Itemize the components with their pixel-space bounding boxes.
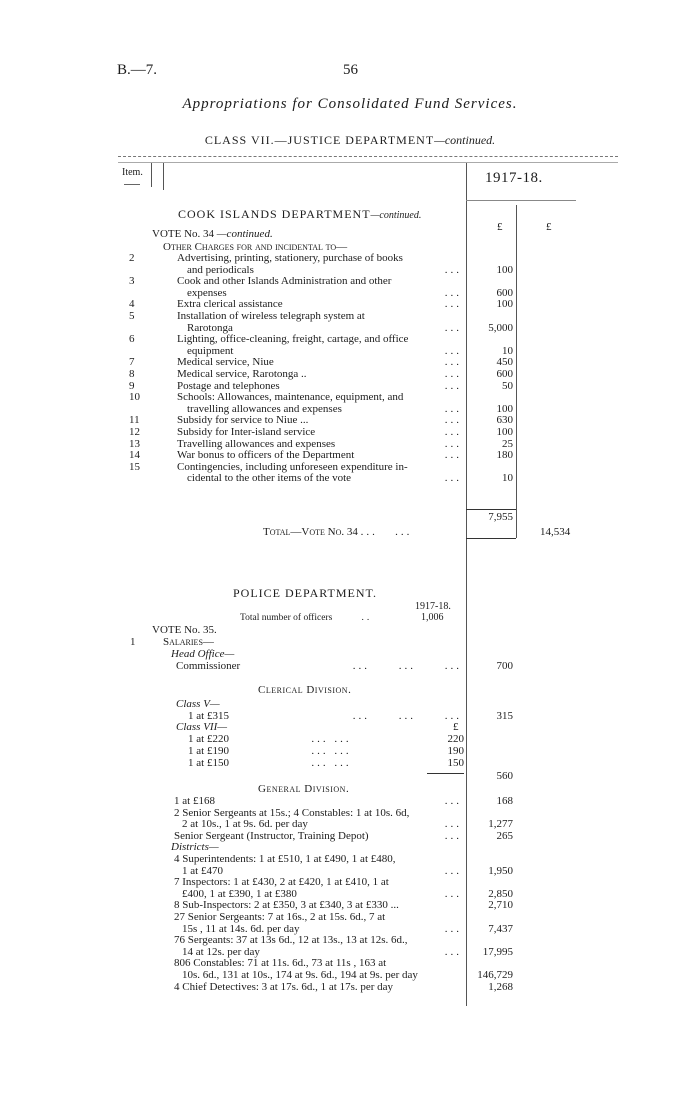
pound-column-2: £	[546, 221, 552, 233]
commissioner-label: Commissioner	[176, 660, 241, 672]
leader-dots: ...	[444, 864, 462, 877]
item-number: 7	[129, 356, 135, 369]
item-description: Cook and other Islands Administration and other	[177, 275, 392, 288]
class-heading-text: CLASS VII.—JUSTICE DEPARTMENT	[204, 133, 435, 147]
salary-description-line	[174, 796, 462, 808]
item-description-text: Rarotonga	[187, 321, 233, 334]
salary-description-text: 14 at 12s. per day	[182, 945, 260, 958]
item-description: Contingencies, including unforeseen expenditure in-	[177, 460, 408, 473]
vote-34-label	[152, 228, 273, 240]
item-number: 8	[129, 367, 135, 380]
leader-dots: ...	[444, 414, 462, 427]
salary-description: 7 Inspectors: 1 at £430, 2 at £420, 1 at £410, 1 at	[174, 876, 389, 889]
page-title: Appropriations for Consolidated Fund Services.	[182, 96, 518, 112]
head-office-heading: Head Office—	[171, 648, 235, 660]
cook-item-row	[122, 392, 516, 404]
item-number: 10	[129, 391, 140, 404]
salary-description-text: 8 Sub-Inspectors: 2 at £350, 3 at £340, 3 at £330 ...	[174, 899, 399, 912]
vote-34-text: VOTE No. 34	[152, 228, 215, 240]
leader-dots: ...	[444, 437, 462, 450]
header-rule-2	[118, 162, 618, 163]
leader-dots: ...	[444, 321, 462, 334]
item-description-text: Travelling allowances and expenses	[177, 437, 336, 450]
salary-description: 4 Superintendents: 1 at £510, 1 at £490, 1 at £480,	[174, 853, 396, 865]
vote-35-label: VOTE No. 35.	[152, 624, 217, 636]
page-number: 56	[343, 62, 358, 78]
year-column-header: 1917-18.	[485, 170, 543, 186]
item-description: Installation of wireless telegraph system at	[177, 309, 365, 322]
item-column-rule	[151, 163, 152, 187]
total-column-rule	[516, 205, 517, 538]
commissioner-row: Commissioner ... ... ...	[176, 660, 462, 672]
districts-table	[170, 854, 516, 993]
leader-dots: ...	[444, 945, 462, 958]
vote-34-total: 14,534	[540, 526, 571, 538]
item-number: 9	[129, 379, 135, 392]
item-amount	[462, 392, 516, 404]
item-number: 2	[129, 252, 135, 264]
vote-34-continued: —continued.	[216, 228, 273, 240]
salary-description-text: Senior Sergeant (Instructor, Training Depot)	[174, 829, 369, 842]
class-vii-row	[188, 745, 464, 757]
leader-dots: ...	[444, 795, 462, 807]
leader-dots: ...	[444, 449, 462, 462]
item-amount	[462, 311, 516, 323]
item-amount: 180	[496, 449, 513, 462]
leader-dots: ...	[444, 425, 462, 438]
salary-description-line	[182, 970, 462, 982]
leader-dots: ...	[444, 829, 462, 842]
cook-title-continued: —continued.	[370, 210, 422, 221]
cook-item-row	[122, 334, 516, 346]
pound-column-1: £	[497, 221, 503, 233]
leader-dots: ...	[444, 379, 462, 392]
item-number: 12	[129, 425, 140, 438]
item-description: Lighting, office-cleaning, freight, cartage, and office	[177, 333, 409, 346]
officers-label-text: Total number of officers	[240, 613, 333, 623]
salary-description-text: 1 at £470	[182, 864, 223, 877]
item-description-text: War bonus to officers of the Department	[177, 449, 355, 462]
salary-amount: 7,437	[488, 922, 513, 935]
item-description-text: Postage and telephones	[177, 379, 280, 392]
item-description-text: cidental to the other items of the vote	[187, 472, 352, 485]
commissioner-amount: 700	[496, 660, 513, 672]
salary-description-text: 1 at £168	[174, 795, 215, 807]
item-amount	[462, 253, 516, 265]
leader-dots: ...	[444, 286, 462, 299]
class-vii-amount: 150	[447, 757, 464, 769]
salary-description: 2 Senior Sergeants at 15s.; 4 Constables: 1 at 10s. 6d,	[174, 806, 410, 819]
class-vii-label: 1 at £190	[188, 745, 229, 757]
class-vii-amount: 220	[447, 733, 464, 745]
item-amount: 25	[502, 437, 513, 450]
item-amount: 100	[496, 298, 513, 311]
clerical-division-heading: Clerical Division.	[258, 684, 352, 696]
leader-dots: ...	[444, 298, 462, 311]
item-amount: 5,000	[488, 321, 513, 334]
salary-amount: 1,277	[488, 818, 513, 831]
item-amount: 450	[496, 356, 513, 369]
salary-amount: 1,268	[488, 980, 513, 993]
cook-item-row	[122, 369, 516, 381]
salary-row	[170, 970, 516, 982]
item-amount	[462, 334, 516, 346]
item-amount: 100	[496, 263, 513, 276]
salary-row	[170, 854, 516, 866]
class-v-line: 1 at £315	[188, 710, 229, 722]
class-heading	[0, 133, 700, 148]
salary-amount: 2,710	[488, 899, 513, 912]
class-vii-total: 560	[496, 770, 513, 782]
salary-description	[170, 796, 462, 808]
total-rule	[466, 538, 516, 539]
general-division-table	[170, 796, 516, 842]
item-number: 4	[129, 298, 135, 311]
item-amount: 50	[502, 379, 513, 392]
salary-description-text: 15s , 11 at 14s. 6d. per day	[182, 922, 300, 935]
cook-item-row	[122, 311, 516, 323]
item-amount: 10	[502, 472, 513, 485]
item-amount: 600	[496, 286, 513, 299]
salary-amount	[462, 935, 516, 947]
item-description	[177, 427, 462, 439]
salary-amount: 1,950	[488, 864, 513, 877]
item-description-text: travelling allowances and expenses	[187, 402, 342, 415]
item-description-line	[187, 473, 462, 485]
class-vii-rule	[427, 773, 464, 774]
salary-description	[170, 970, 462, 982]
class-vii-line	[188, 757, 464, 769]
salary-row	[170, 935, 516, 947]
vote-34-total-label: Total—Vote No. 34 ... ...	[263, 526, 413, 538]
item-amount: 100	[496, 402, 513, 415]
item-amount: 10	[502, 344, 513, 357]
officers-year: 1917-18.	[415, 601, 451, 612]
desc-column-rule	[163, 163, 164, 190]
item-number: 11	[129, 414, 140, 427]
salary-description	[170, 982, 462, 994]
leader-dots: ... ...	[311, 745, 352, 757]
officers-label: Total number of officers ..	[240, 613, 373, 623]
item-description-text: and periodicals	[187, 263, 254, 276]
item-description-text: Medical service, Niue	[177, 356, 274, 369]
cook-item-row	[122, 473, 516, 485]
police-item-number: 1	[130, 636, 136, 648]
salary-description: 76 Sergeants: 37 at 13s 6d., 12 at 13s., 13 at 12s. 6d.,	[174, 934, 408, 947]
salary-description-text: 10s. 6d., 131 at 10s., 174 at 9s. 6d., 194 at 9s. per day	[182, 968, 418, 981]
class-vii-line	[188, 733, 464, 745]
page-reference: B.—7.	[117, 62, 158, 78]
vote-34-total-text: Total—Vote No. 34	[263, 526, 358, 538]
class-vii-label: 1 at £220	[188, 733, 229, 745]
class-vii-heading: Class VII—	[176, 721, 228, 733]
class-vii-line	[188, 745, 464, 757]
cook-title-text: COOK ISLANDS DEPARTMENT	[178, 207, 371, 221]
item-description-text: Medical service, Rarotonga ..	[177, 367, 307, 380]
leader-dots: ...	[444, 344, 462, 357]
salary-amount: 146,729	[477, 968, 513, 981]
leader-dots: ...	[444, 887, 462, 900]
item-description-text: Subsidy for Inter-island service	[177, 425, 316, 438]
salary-row	[170, 796, 516, 808]
cook-subtotal: 7,955	[488, 511, 513, 523]
class-vii-pound: £	[453, 721, 459, 733]
salary-row	[170, 912, 516, 924]
item-amount: 630	[496, 414, 513, 427]
item-description: Advertising, printing, stationery, purchase of books	[177, 252, 403, 264]
cook-islands-title	[178, 207, 421, 222]
salary-amount: 17,995	[482, 945, 513, 958]
class-vii-row	[188, 757, 464, 769]
salary-amount	[462, 854, 516, 866]
class-vii-label: 1 at £150	[188, 757, 229, 769]
leader-dots: ... ...	[311, 757, 352, 769]
salary-description-text: £400, 1 at £390, 1 at £380	[182, 887, 297, 900]
item-description-text: expenses	[187, 286, 227, 299]
salaries-heading: Salaries—	[163, 636, 214, 648]
cook-item-row	[122, 450, 516, 462]
item-description-line	[177, 369, 462, 381]
item-number: 6	[129, 333, 135, 346]
salary-description: 806 Constables: 71 at 11s. 6d., 73 at 11s , 163 at	[174, 957, 387, 970]
salary-description: 27 Senior Sergeants: 7 at 16s., 2 at 15s. 6d., 7 at	[174, 910, 386, 923]
item-column-header: Item.	[122, 167, 143, 178]
header-rule	[118, 156, 618, 157]
general-division-heading: General Division.	[258, 783, 350, 795]
leader-dots: ...	[444, 356, 462, 369]
leader-dots: ...	[444, 402, 462, 415]
salary-description-text: 4 Chief Detectives: 3 at 17s. 6d., 1 at 17s. per day	[174, 980, 394, 993]
item-description-line	[177, 427, 462, 439]
item-description-text: Subsidy for service to Niue ...	[177, 414, 309, 427]
salary-description-line	[174, 982, 462, 994]
cook-item-row	[122, 253, 516, 265]
class-v-heading: Class V—	[176, 698, 220, 710]
salary-description-text: 2 at 10s., 1 at 9s. 6d. per day	[182, 818, 308, 831]
class-heading-continued: —continued.	[434, 133, 496, 147]
item-rule	[124, 184, 140, 185]
cook-items-table	[122, 253, 516, 485]
cook-item-row	[122, 427, 516, 439]
item-description-line	[177, 450, 462, 462]
item-number	[122, 473, 177, 485]
leader-dots: ...	[444, 367, 462, 380]
other-charges-heading: Other Charges for and incidental to—	[163, 241, 348, 253]
item-number: 13	[129, 437, 140, 450]
salary-row	[170, 982, 516, 994]
salary-row	[170, 831, 516, 843]
salary-amount: 2,850	[488, 887, 513, 900]
item-number: 14	[129, 449, 140, 462]
item-amount: 600	[496, 367, 513, 380]
item-amount: 100	[496, 425, 513, 438]
class-vii-amount: 190	[447, 745, 464, 757]
year-rule	[466, 200, 576, 201]
item-description-text: Extra clerical assistance	[177, 298, 283, 311]
leader-dots: ...	[444, 818, 462, 831]
class-v-amount: 315	[496, 710, 513, 722]
item-number: 3	[129, 275, 135, 288]
item-description	[177, 473, 462, 485]
police-title: POLICE DEPARTMENT.	[233, 586, 377, 600]
salary-amount	[462, 912, 516, 924]
leader-dots: ... ...	[311, 733, 352, 745]
class-vii-row	[188, 733, 464, 745]
salary-amount: 265	[496, 829, 513, 842]
item-number: 5	[129, 309, 135, 322]
item-description-text: equipment	[187, 344, 234, 357]
item-description: Schools: Allowances, maintenance, equipment, and	[177, 391, 404, 404]
class-v-row: 1 at £315 ... ... ...	[188, 710, 462, 722]
item-description	[177, 369, 462, 381]
officers-count: 1,006	[421, 612, 444, 623]
districts-heading: Districts—	[171, 841, 219, 853]
salary-amount: 168	[496, 795, 513, 807]
leader-dots: ...	[444, 472, 462, 485]
leader-dots: ...	[444, 263, 462, 276]
item-description	[177, 450, 462, 462]
leader-dots: ...	[444, 922, 462, 935]
item-number: 15	[129, 460, 140, 473]
subtotal-rule	[466, 509, 516, 510]
